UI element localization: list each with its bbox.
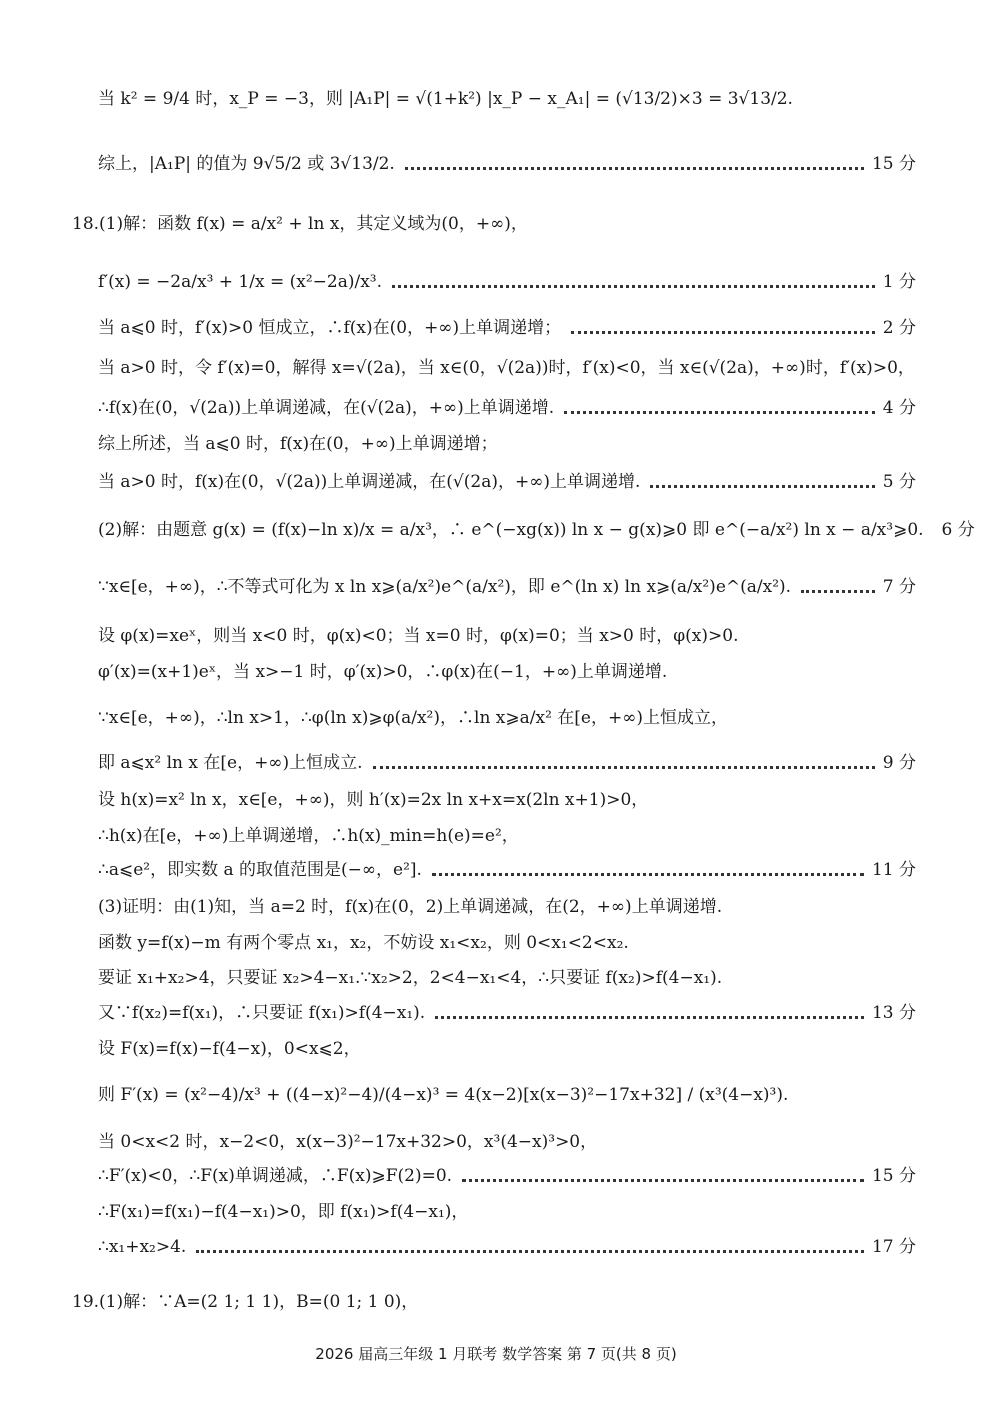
- score-label: 1 分: [882, 272, 916, 292]
- score-leader: [435, 1016, 864, 1019]
- solution-line: 当 a>0 时，令 f′(x)=0，解得 x=√(2a)，当 x∈(0，√(2a))时，f′(x)<0，当 x∈(√(2a)，+∞)时，f′(x)>0，: [98, 358, 915, 378]
- solution-line: 当 a>0 时，f(x)在(0，√(2a))上单调递减，在(√(2a)，+∞)上单调递增. 5 分: [98, 472, 916, 492]
- solution-line: φ′(x)=(x+1)eˣ，当 x>−1 时，φ′(x)>0，∴φ(x)在(−1，+∞)上单调递增.: [98, 662, 668, 682]
- score-leader: [564, 411, 875, 414]
- score-leader: [650, 485, 874, 488]
- solution-line: 即 a⩽x² ln x 在[e，+∞)上恒成立. 9 分: [98, 753, 916, 773]
- score-label: 6 分: [941, 520, 975, 540]
- solution-line: 当 k² = 9/4 时，x_P = −3，则 |A₁P| = √(1+k²) |x_P − x_A₁| = (√13/2)×3 = 3√13/2.: [98, 89, 793, 109]
- solution-line: 当 a⩽0 时，f′(x)>0 恒成立，∴f(x)在(0，+∞)上单调递增； 2 分: [98, 318, 916, 338]
- solution-line: (3)证明：由(1)知，当 a=2 时，f(x)在(0，2)上单调递减，在(2，+∞)上单调递增.: [98, 897, 723, 917]
- solution-line: 又∵f(x₂)=f(x₁)，∴只要证 f(x₁)>f(4−x₁). 13 分: [98, 1003, 916, 1023]
- solution-line: 设 h(x)=x² ln x，x∈[e，+∞)，则 h′(x)=2x ln x+x=x(2ln x+1)>0，: [98, 790, 649, 810]
- score-leader: [392, 285, 875, 288]
- score-label: 5 分: [882, 472, 916, 492]
- score-label: 17 分: [871, 1237, 916, 1257]
- score-label: 13 分: [871, 1003, 916, 1023]
- solution-line: ∴x₁+x₂>4. 17 分: [98, 1237, 916, 1257]
- score-leader: [405, 167, 864, 170]
- score-leader: [196, 1250, 864, 1253]
- score-label: 9 分: [882, 753, 916, 773]
- solution-line: ∵x∈[e，+∞)，∴不等式可化为 x ln x⩾(a/x²)e^(a/x²)，即 e^(ln x) ln x⩾(a/x²)e^(a/x²). 7 分: [98, 577, 916, 597]
- score-leader: [801, 590, 875, 593]
- solution-line: 设 φ(x)=xeˣ，则当 x<0 时，φ(x)<0；当 x=0 时，φ(x)=0；当 x>0 时，φ(x)>0.: [98, 626, 739, 646]
- solution-line: 要证 x₁+x₂>4，只要证 x₂>4−x₁.∵x₂>2，2<4−x₁<4，∴只要证 f(x₂)>f(4−x₁).: [98, 968, 723, 988]
- solution-line: ∴a⩽e²，即实数 a 的取值范围是(−∞，e²]. 11 分: [98, 860, 916, 880]
- score-label: 11 分: [871, 860, 916, 880]
- score-leader: [571, 331, 875, 334]
- solution-line: ∴h(x)在[e，+∞)上单调递增，∴h(x)_min=h(e)=e²，: [98, 826, 519, 846]
- page-footer: 2026 届高三年级 1 月联考 数学答案 第 7 页(共 8 页): [315, 1345, 677, 1363]
- score-label: 2 分: [882, 318, 916, 338]
- solution-line: ∴F(x₁)=f(x₁)−f(4−x₁)>0，即 f(x₁)>f(4−x₁)，: [98, 1202, 469, 1222]
- score-leader: [462, 1179, 864, 1182]
- solution-line: 则 F′(x) = (x²−4)/x³ + ((4−x)²−4)/(4−x)³ = 4(x−2)[x(x−3)²−17x+32] / (x³(4−x)³).: [98, 1085, 789, 1105]
- solution-line: 设 F(x)=f(x)−f(4−x)，0<x⩽2，: [98, 1039, 361, 1059]
- solution-line: ∴F′(x)<0，∴F(x)单调递减，∴F(x)⩾F(2)=0. 15 分: [98, 1166, 916, 1186]
- solution-line: 综上所述，当 a⩽0 时，f(x)在(0，+∞)上单调递增；: [98, 434, 498, 454]
- solution-line: 综上，|A₁P| 的值为 9√5/2 或 3√13/2. 15 分: [98, 154, 916, 174]
- score-label: 15 分: [871, 1166, 916, 1186]
- solution-line: f′(x) = −2a/x³ + 1/x = (x²−2a)/x³. 1 分: [98, 272, 916, 292]
- question-heading: 19.(1)解：∵A=(2 1; 1 1)，B=(0 1; 1 0)，: [72, 1292, 419, 1312]
- score-label: 4 分: [882, 398, 916, 418]
- solution-line: ∵x∈[e，+∞)，∴ln x>1，∴φ(ln x)⩾φ(a/x²)，∴ln x⩾a/x² 在[e，+∞)上恒成立，: [98, 708, 729, 728]
- score-leader: [373, 766, 875, 769]
- score-leader: [432, 873, 864, 876]
- score-label: 7 分: [882, 577, 916, 597]
- question-heading: 18.(1)解：函数 f(x) = a/x² + ln x，其定义域为(0，+∞)，: [72, 214, 528, 234]
- solution-line: 当 0<x<2 时，x−2<0，x(x−3)²−17x+32>0，x³(4−x)³>0，: [98, 1132, 598, 1152]
- solution-line: (2)解：由题意 g(x) = (f(x)−ln x)/x = a/x³，∴ e^(−xg(x)) ln x − g(x)⩾0 即 e^(−a/x²) ln x − a/x³⩾0. 6 分: [98, 520, 975, 540]
- solution-line: 函数 y=f(x)−m 有两个零点 x₁，x₂，不妨设 x₁<x₂，则 0<x₁<2<x₂.: [98, 933, 629, 953]
- solution-line: ∴f(x)在(0，√(2a))上单调递减，在(√(2a)，+∞)上单调递增. 4 分: [98, 398, 916, 418]
- score-label: 15 分: [871, 154, 916, 174]
